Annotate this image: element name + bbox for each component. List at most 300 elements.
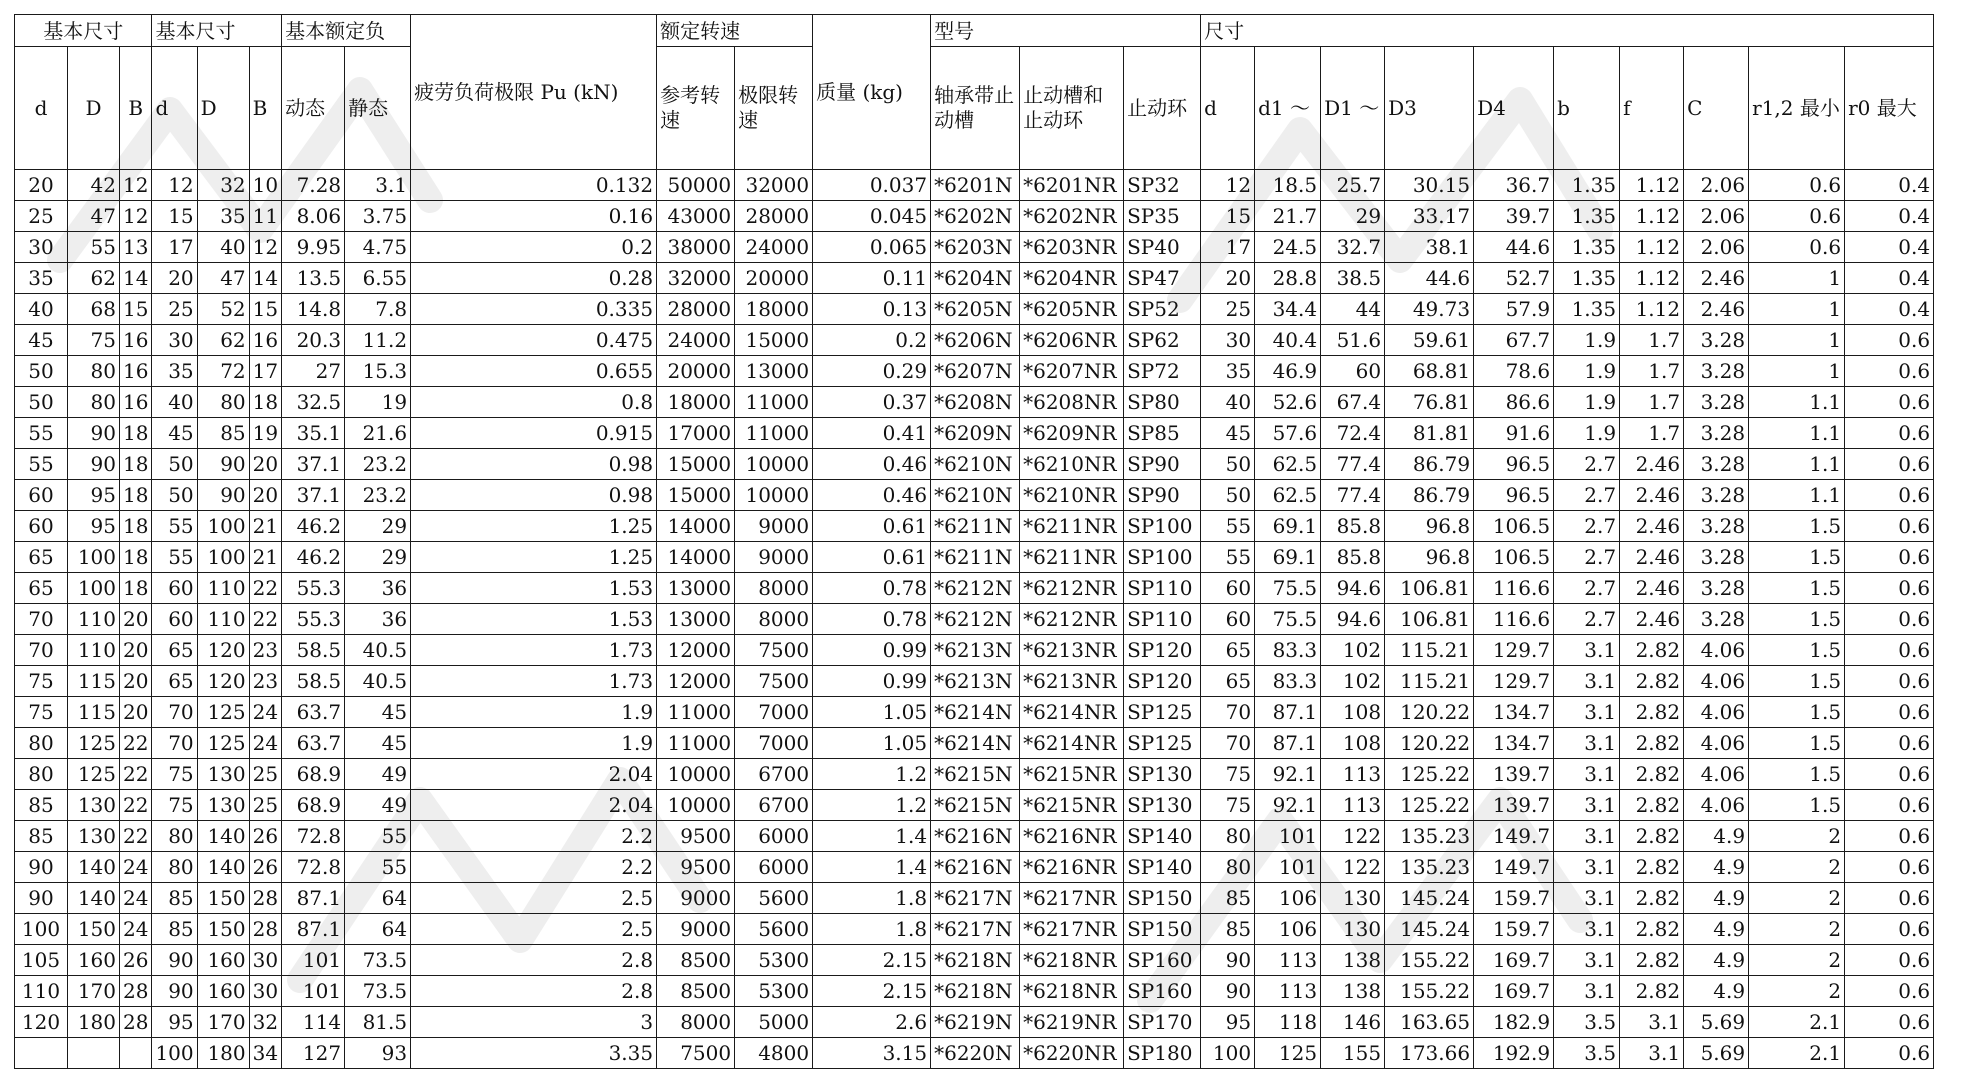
table-cell: 5.69 — [1684, 1038, 1749, 1069]
table-cell: 1.7 — [1620, 387, 1684, 418]
table-cell: 18 — [120, 573, 152, 604]
table-row — [15, 511, 1934, 542]
table-cell: 20 — [120, 697, 152, 728]
table-cell: 50 — [1201, 449, 1255, 480]
table-row — [15, 976, 1934, 1007]
table-cell: SP80 — [1124, 387, 1201, 418]
table-cell: 100 — [197, 511, 249, 542]
table-cell: 110 — [197, 573, 249, 604]
table-row — [15, 790, 1934, 821]
table-cell: 11000 — [735, 387, 813, 418]
table-cell: 2.6 — [813, 1007, 931, 1038]
table-cell: 62 — [68, 263, 120, 294]
table-cell: 91.6 — [1474, 418, 1554, 449]
table-cell: *6214N — [931, 728, 1020, 759]
table-cell: 30 — [249, 945, 281, 976]
table-cell: 50 — [15, 356, 68, 387]
table-cell: 2.82 — [1620, 666, 1684, 697]
table-cell: 23 — [249, 635, 281, 666]
table-cell: 0.037 — [813, 170, 931, 201]
table-cell: 4800 — [735, 1038, 813, 1069]
table-cell: 1.35 — [1554, 294, 1620, 325]
table-cell: 95 — [68, 480, 120, 511]
table-cell: 2.46 — [1620, 480, 1684, 511]
table-cell: 0.6 — [1845, 635, 1934, 666]
table-row — [15, 573, 1934, 604]
table-cell: 2.82 — [1620, 976, 1684, 1007]
table-cell: 45 — [15, 325, 68, 356]
table-cell: 0.6 — [1845, 914, 1934, 945]
table-cell: 67.7 — [1474, 325, 1554, 356]
table-cell: 10000 — [657, 759, 735, 790]
header-D: D — [68, 47, 120, 170]
table-cell: 78.6 — [1474, 356, 1554, 387]
table-cell: *6218N — [931, 945, 1020, 976]
table-cell: 2.46 — [1620, 573, 1684, 604]
table-cell: 1.25 — [411, 542, 657, 573]
table-cell: 49 — [345, 790, 411, 821]
table-cell: 46.2 — [282, 542, 345, 573]
table-cell: 38.1 — [1385, 232, 1474, 263]
table-cell: 3.5 — [1554, 1007, 1620, 1038]
table-row — [15, 666, 1934, 697]
table-cell: 64 — [345, 914, 411, 945]
table-cell: 9000 — [735, 511, 813, 542]
table-cell: *6220NR — [1020, 1038, 1124, 1069]
table-cell: 55.3 — [282, 573, 345, 604]
table-cell: 0.6 — [1845, 976, 1934, 1007]
header-model-ring: 止动槽和止动环 — [1020, 47, 1124, 170]
table-cell: 34.4 — [1255, 294, 1321, 325]
table-cell: 4.9 — [1684, 945, 1749, 976]
table-cell: 20000 — [735, 263, 813, 294]
table-cell: 1 — [1749, 294, 1845, 325]
table-cell: 0.11 — [813, 263, 931, 294]
table-cell: 0.61 — [813, 542, 931, 573]
table-cell: SP125 — [1124, 728, 1201, 759]
table-cell: 73.5 — [345, 945, 411, 976]
table-cell: 6700 — [735, 790, 813, 821]
table-cell: 12 — [249, 232, 281, 263]
table-cell: 4.9 — [1684, 821, 1749, 852]
table-cell: 30.15 — [1385, 170, 1474, 201]
table-cell: 125 — [1255, 1038, 1321, 1069]
table-cell: 1.12 — [1620, 201, 1684, 232]
header-d2: d — [152, 47, 197, 170]
table-cell: 2.7 — [1554, 480, 1620, 511]
table-cell: 55 — [15, 449, 68, 480]
table-cell: 3.15 — [813, 1038, 931, 1069]
table-cell: 110 — [68, 635, 120, 666]
table-cell: 44 — [1321, 294, 1385, 325]
table-cell: 4.06 — [1684, 635, 1749, 666]
table-cell: 3.28 — [1684, 449, 1749, 480]
table-cell: SP100 — [1124, 542, 1201, 573]
table-cell: 32000 — [657, 263, 735, 294]
table-cell: 1.7 — [1620, 356, 1684, 387]
table-cell: 0.915 — [411, 418, 657, 449]
table-cell: 3.28 — [1684, 418, 1749, 449]
header-D2: D — [197, 47, 249, 170]
table-cell: 90 — [1201, 976, 1255, 1007]
table-cell: 75 — [68, 325, 120, 356]
table-cell: 43000 — [657, 201, 735, 232]
table-cell: 81.5 — [345, 1007, 411, 1038]
table-cell: 1.5 — [1749, 573, 1845, 604]
table-cell: 75 — [152, 790, 197, 821]
table-cell: 47 — [68, 201, 120, 232]
table-cell: 0.29 — [813, 356, 931, 387]
table-cell: *6210NR — [1020, 480, 1124, 511]
table-cell: 65 — [152, 635, 197, 666]
table-cell: 125.22 — [1385, 790, 1474, 821]
table-cell: *6205N — [931, 294, 1020, 325]
table-cell: 155.22 — [1385, 945, 1474, 976]
table-cell: 2.82 — [1620, 728, 1684, 759]
table-cell: 22 — [120, 790, 152, 821]
table-cell: 0.46 — [813, 449, 931, 480]
table-cell: 77.4 — [1321, 480, 1385, 511]
table-cell: 45 — [152, 418, 197, 449]
table-cell: 10000 — [735, 449, 813, 480]
table-cell: 116.6 — [1474, 573, 1554, 604]
table-cell: 50 — [152, 480, 197, 511]
table-cell: 2 — [1749, 852, 1845, 883]
table-cell: 1.12 — [1620, 232, 1684, 263]
table-cell: 4.06 — [1684, 790, 1749, 821]
table-row — [15, 170, 1934, 201]
table-cell: 96.5 — [1474, 449, 1554, 480]
header-D4: D4 — [1474, 47, 1554, 170]
table-cell: 1.5 — [1749, 666, 1845, 697]
table-cell: 110 — [15, 976, 68, 1007]
table-cell: 6.55 — [345, 263, 411, 294]
table-cell: 12 — [1201, 170, 1255, 201]
table-cell: 100 — [152, 1038, 197, 1069]
table-cell: 32000 — [735, 170, 813, 201]
table-cell: 116.6 — [1474, 604, 1554, 635]
table-row — [15, 635, 1934, 666]
table-cell: 100 — [68, 573, 120, 604]
table-cell: 58.5 — [282, 635, 345, 666]
table-cell: 3.28 — [1684, 325, 1749, 356]
table-cell: 101 — [1255, 852, 1321, 883]
table-cell: 62.5 — [1255, 449, 1321, 480]
table-cell: 5300 — [735, 976, 813, 1007]
table-cell: *6213NR — [1020, 635, 1124, 666]
table-cell: 0.99 — [813, 635, 931, 666]
table-cell: 106.5 — [1474, 511, 1554, 542]
table-cell: 2.06 — [1684, 232, 1749, 263]
table-cell: 5.69 — [1684, 1007, 1749, 1038]
table-cell: 80 — [68, 387, 120, 418]
table-cell: 18.5 — [1255, 170, 1321, 201]
table-cell: 0.4 — [1845, 263, 1934, 294]
table-cell: *6208NR — [1020, 387, 1124, 418]
table-cell: 52.6 — [1255, 387, 1321, 418]
table-cell: 1.12 — [1620, 294, 1684, 325]
table-cell: 1.73 — [411, 666, 657, 697]
table-cell: 125 — [68, 759, 120, 790]
table-cell: 0.065 — [813, 232, 931, 263]
table-cell: 50 — [15, 387, 68, 418]
table-cell: 0.6 — [1845, 449, 1934, 480]
table-cell: 0.98 — [411, 449, 657, 480]
table-cell: 28 — [120, 976, 152, 1007]
table-cell: 20000 — [657, 356, 735, 387]
table-cell: 0.4 — [1845, 232, 1934, 263]
table-cell: 23.2 — [345, 480, 411, 511]
table-cell: 20 — [15, 170, 68, 201]
table-cell: 4.06 — [1684, 697, 1749, 728]
table-cell: *6215NR — [1020, 790, 1124, 821]
table-cell: 11000 — [735, 418, 813, 449]
header-row-columns — [15, 47, 1934, 170]
table-cell: 15.3 — [345, 356, 411, 387]
table-cell: 1.35 — [1554, 263, 1620, 294]
header-C: C — [1684, 47, 1749, 170]
table-cell: 100 — [15, 914, 68, 945]
table-cell: 0.6 — [1845, 852, 1934, 883]
table-cell: 8000 — [657, 1007, 735, 1038]
table-cell: 129.7 — [1474, 635, 1554, 666]
table-cell: 105 — [15, 945, 68, 976]
header-static: 静态 — [345, 47, 411, 170]
table-cell: 13.5 — [282, 263, 345, 294]
table-cell: 106 — [1255, 883, 1321, 914]
table-cell: 3.1 — [1554, 635, 1620, 666]
table-cell: *6216N — [931, 852, 1020, 883]
table-cell: 76.81 — [1385, 387, 1474, 418]
table-cell: SP62 — [1124, 325, 1201, 356]
table-cell: 10000 — [735, 480, 813, 511]
table-cell: 2.8 — [411, 945, 657, 976]
table-cell: 80 — [152, 821, 197, 852]
table-cell: 140 — [197, 821, 249, 852]
table-cell: 55 — [15, 418, 68, 449]
table-cell: 85 — [1201, 883, 1255, 914]
table-cell: 3.1 — [1554, 790, 1620, 821]
table-cell: 160 — [68, 945, 120, 976]
table-cell: 10 — [249, 170, 281, 201]
table-cell: 2.04 — [411, 759, 657, 790]
table-cell: 32.5 — [282, 387, 345, 418]
header-D1: D1 ～ — [1321, 47, 1385, 170]
table-cell: 1.9 — [411, 697, 657, 728]
table-cell: 4.06 — [1684, 759, 1749, 790]
table-cell: 180 — [68, 1007, 120, 1038]
table-cell: 35 — [197, 201, 249, 232]
group-model: 型号 — [931, 15, 1201, 47]
table-cell: *6205NR — [1020, 294, 1124, 325]
table-cell: 93 — [345, 1038, 411, 1069]
header-dim-d: d — [1201, 47, 1255, 170]
table-cell: 1.2 — [813, 790, 931, 821]
table-cell: 2.7 — [1554, 511, 1620, 542]
table-cell: 40.5 — [345, 635, 411, 666]
table-cell: 50 — [1201, 480, 1255, 511]
table-cell: 2.15 — [813, 945, 931, 976]
table-cell: 135.23 — [1385, 821, 1474, 852]
table-cell: 63.7 — [282, 697, 345, 728]
table-cell: 0.6 — [1845, 511, 1934, 542]
table-cell: 100 — [1201, 1038, 1255, 1069]
table-cell: 42 — [68, 170, 120, 201]
table-cell: 57.6 — [1255, 418, 1321, 449]
table-cell: 75 — [152, 759, 197, 790]
table-cell: 1.53 — [411, 573, 657, 604]
table-cell: 85 — [152, 883, 197, 914]
table-cell: 113 — [1255, 976, 1321, 1007]
table-cell: 108 — [1321, 728, 1385, 759]
table-cell: 138 — [1321, 976, 1385, 1007]
table-cell: 100 — [68, 542, 120, 573]
table-cell: 0.655 — [411, 356, 657, 387]
table-cell: 16 — [120, 387, 152, 418]
table-cell: 0.6 — [1845, 356, 1934, 387]
table-cell: 18 — [120, 449, 152, 480]
table-cell: 129.7 — [1474, 666, 1554, 697]
table-cell: SP130 — [1124, 790, 1201, 821]
table-cell: 90 — [15, 883, 68, 914]
table-cell: 77.4 — [1321, 449, 1385, 480]
table-cell: 60 — [15, 511, 68, 542]
table-cell: 118 — [1255, 1007, 1321, 1038]
table-row — [15, 418, 1934, 449]
table-cell: 27 — [282, 356, 345, 387]
table-cell: 95 — [1201, 1007, 1255, 1038]
table-cell: 90 — [152, 976, 197, 1007]
table-cell: 0.132 — [411, 170, 657, 201]
table-cell: 18 — [120, 418, 152, 449]
table-cell: 2.82 — [1620, 852, 1684, 883]
table-cell: *6209N — [931, 418, 1020, 449]
table-cell: 2.46 — [1620, 604, 1684, 635]
table-cell: *6212NR — [1020, 573, 1124, 604]
table-cell: *6202NR — [1020, 201, 1124, 232]
table-cell: 55.3 — [282, 604, 345, 635]
table-cell: *6217N — [931, 914, 1020, 945]
table-cell: 52 — [197, 294, 249, 325]
table-cell: SP150 — [1124, 914, 1201, 945]
table-cell: *6218N — [931, 976, 1020, 1007]
table-cell: 22 — [249, 573, 281, 604]
table-cell: 1.2 — [813, 759, 931, 790]
table-cell: 0.6 — [1749, 201, 1845, 232]
table-cell: 1.9 — [411, 728, 657, 759]
table-cell: 23 — [249, 666, 281, 697]
table-cell: 0.6 — [1845, 542, 1934, 573]
table-cell: 28000 — [657, 294, 735, 325]
table-cell: *6216N — [931, 821, 1020, 852]
table-cell: 170 — [68, 976, 120, 1007]
table-cell: 11000 — [657, 728, 735, 759]
table-cell: 1.1 — [1749, 418, 1845, 449]
table-cell: *6211NR — [1020, 511, 1124, 542]
group-basic-size-2: 基本尺寸 — [152, 15, 282, 47]
table-cell: *6214NR — [1020, 728, 1124, 759]
table-cell: 169.7 — [1474, 945, 1554, 976]
table-cell: 0.61 — [813, 511, 931, 542]
header-reference-speed: 参考转速 — [657, 47, 735, 170]
table-cell: 150 — [197, 914, 249, 945]
table-cell: 0.6 — [1749, 170, 1845, 201]
table-cell: 106.81 — [1385, 604, 1474, 635]
table-cell: *6217N — [931, 883, 1020, 914]
table-cell: 3.28 — [1684, 573, 1749, 604]
table-cell: 0.4 — [1845, 294, 1934, 325]
table-cell: *6213N — [931, 635, 1020, 666]
table-cell: 2.82 — [1620, 883, 1684, 914]
table-cell: 0.4 — [1845, 201, 1934, 232]
table-cell: 9000 — [657, 914, 735, 945]
table-cell: 0.2 — [411, 232, 657, 263]
table-cell: 12 — [152, 170, 197, 201]
table-cell: 36.7 — [1474, 170, 1554, 201]
table-cell: 130 — [197, 790, 249, 821]
header-D3: D3 — [1385, 47, 1474, 170]
table-cell: 0.045 — [813, 201, 931, 232]
table-cell: 50000 — [657, 170, 735, 201]
table-cell: 28 — [249, 914, 281, 945]
table-cell: 29 — [345, 542, 411, 573]
table-cell: 113 — [1321, 759, 1385, 790]
table-cell: 5600 — [735, 883, 813, 914]
table-cell: *6203N — [931, 232, 1020, 263]
table-cell: 134.7 — [1474, 728, 1554, 759]
table-cell: 1.25 — [411, 511, 657, 542]
table-cell: 11 — [249, 201, 281, 232]
table-cell: 5300 — [735, 945, 813, 976]
table-cell: 2.8 — [411, 976, 657, 1007]
table-cell: 2.04 — [411, 790, 657, 821]
table-cell: *6216NR — [1020, 821, 1124, 852]
header-r12: r1,2 最小 — [1749, 47, 1845, 170]
table-row — [15, 232, 1934, 263]
table-cell: *6211NR — [1020, 542, 1124, 573]
table-cell: 20 — [120, 666, 152, 697]
table-cell: 36 — [345, 573, 411, 604]
table-cell: 113 — [1255, 945, 1321, 976]
table-cell: 95 — [152, 1007, 197, 1038]
table-cell: 4.9 — [1684, 914, 1749, 945]
table-cell: 32 — [197, 170, 249, 201]
table-cell: 60 — [152, 573, 197, 604]
table-row — [15, 325, 1934, 356]
table-cell: 2.82 — [1620, 790, 1684, 821]
table-cell: 35 — [1201, 356, 1255, 387]
table-cell: 24.5 — [1255, 232, 1321, 263]
table-cell: SP140 — [1124, 852, 1201, 883]
table-cell: 28000 — [735, 201, 813, 232]
table-cell: 7000 — [735, 697, 813, 728]
table-cell: 9.95 — [282, 232, 345, 263]
table-cell: 2.46 — [1684, 294, 1749, 325]
table-cell: *6206NR — [1020, 325, 1124, 356]
table-cell: 120 — [15, 1007, 68, 1038]
table-cell: 106.5 — [1474, 542, 1554, 573]
group-basic-rated-load: 基本额定负 — [282, 15, 411, 47]
table-cell: 2.7 — [1554, 604, 1620, 635]
table-cell: 0.6 — [1845, 480, 1934, 511]
table-cell: 60 — [15, 480, 68, 511]
table-cell: *6215N — [931, 790, 1020, 821]
table-cell: *6204NR — [1020, 263, 1124, 294]
table-cell: 33.17 — [1385, 201, 1474, 232]
table-cell: 55 — [68, 232, 120, 263]
table-cell: 102 — [1321, 666, 1385, 697]
table-cell: *6216NR — [1020, 852, 1124, 883]
